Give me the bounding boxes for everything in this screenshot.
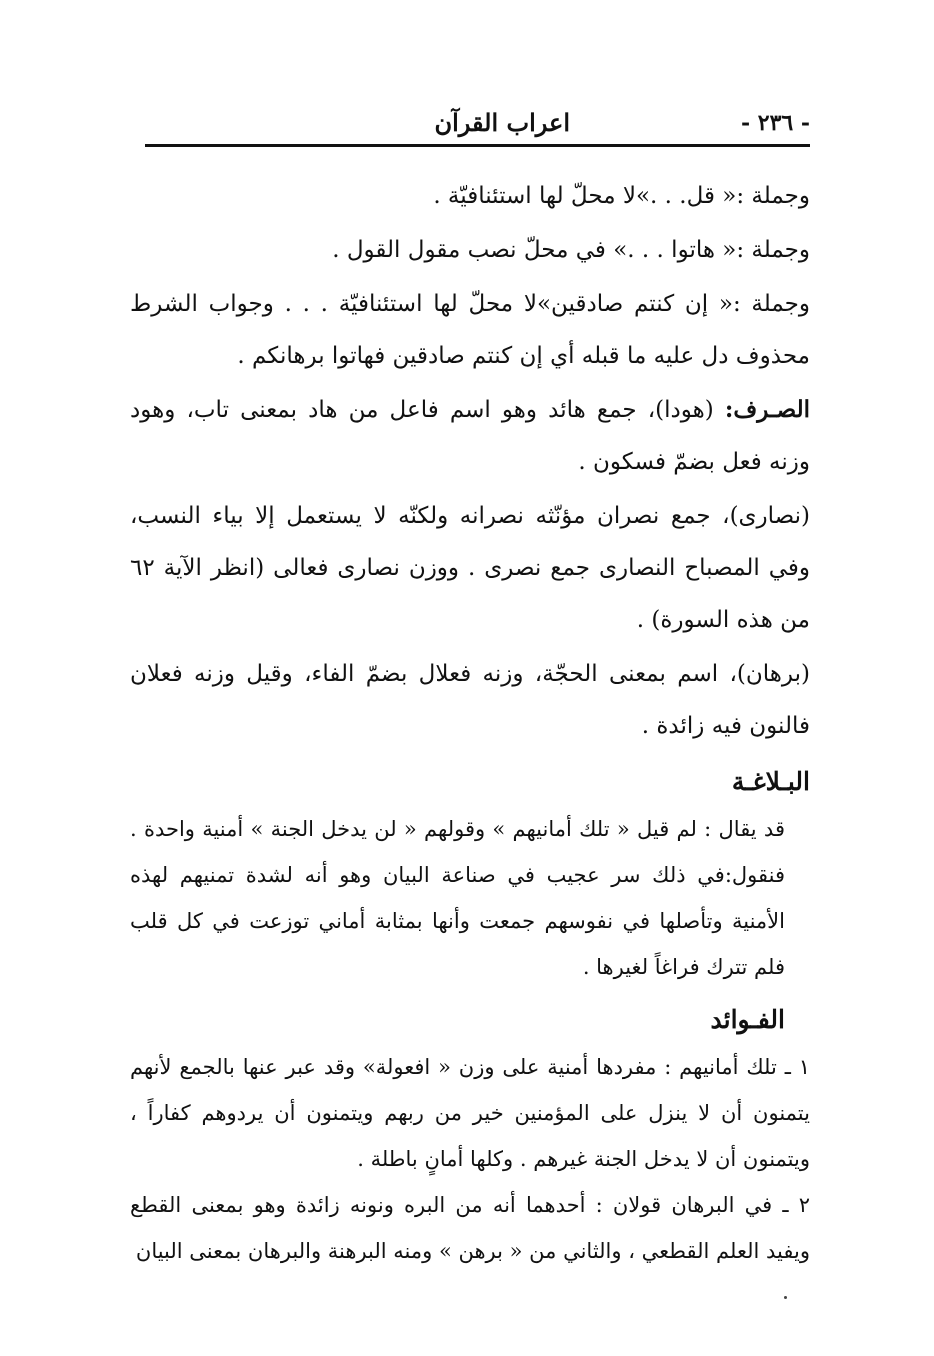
- sarf-text: (هودا)، جمع هائد وهو اسم فاعل من هاد بمعنى تاب، وهود وزنه فعل بضمّ فسكون .: [130, 397, 810, 475]
- header-rule: [145, 144, 810, 147]
- paragraph-sarf-huda: [130, 384, 810, 488]
- page-header: [145, 100, 810, 144]
- margin-speck: [784, 1296, 787, 1299]
- balagha-text: قد يقال : لم قيل « تلك أمانيهم » وقولهم « لن يدخل الجنة » أمنية واحدة . فنقول:في ذلك سر عجيب في صناعة البيان وهو أنه لشدة تمنيهم لهذه الأمنية وتأصلها في نفوسهم جمعت وأنها بمثابة أماني توزعت في كل قلب فلم تترك فراغاً لغيرها .: [130, 817, 785, 979]
- paragraph-jumla-shart: وجملة :« إن كنتم صادقين»لا محلّ لها استئنافيّة . . . وجواب الشرط محذوف دل عليه ما قبله أي إن كنتم صادقين فهاتوا برهانكم .: [130, 291, 810, 369]
- paragraph-burhan: (برهان)، اسم بمعنى الحجّة، وزنه فعلال بضمّ الفاء، وقيل وزنه فعلان فالنون فيه زائدة .: [130, 661, 810, 739]
- running-title: اعراب القرآن: [434, 108, 570, 137]
- balagha-heading: البـلاغـة: [731, 767, 810, 796]
- paragraph-nasara: (نصارى)، جمع نصران مؤنّثه نصرانه ولكنّه لا يستعمل إلا بياء النسب، وفي المصباح النصارى جمع نصرى . ووزن نصارى فعالى (انظر الآية ٦٢ من هذه السورة) .: [130, 503, 810, 633]
- page-number: - ٢٣٦ -: [740, 110, 810, 136]
- fawaid-item-1: ١ ـ تلك أمانيهم : مفردها أمنية على وزن « افعولة» وقد عبر عنها بالجمع لأنهم يتمنون أن لا ينزل على المؤمنين خير من ربهم ويتمنون أن يردوهم كفاراً ، ويتمنون أن لا يدخل الجنة غيرهم . وكلها أمانٍ باطلة .: [130, 1055, 810, 1171]
- sarf-label: الصـرف:: [724, 396, 810, 423]
- paragraph-jumla-qul: وجملة :« قل. . .»لا محلّ لها استئنافيّة .: [433, 183, 810, 209]
- fawaid-item-2: ٢ ـ في البرهان قولان : أحدهما أنه من البره ونونه زائدة وهو بمعنى القطع ويفيد العلم القطعي ، والثاني من « برهن » ومنه البرهنة والبرهان بمعنى البيان: [130, 1193, 810, 1263]
- page-body: [130, 170, 810, 1274]
- paragraph-jumla-hatu: وجملة :« هاتوا . . .» في محلّ نصب مقول القول .: [332, 237, 810, 263]
- fawaid-heading: الفـوائد: [710, 1005, 785, 1034]
